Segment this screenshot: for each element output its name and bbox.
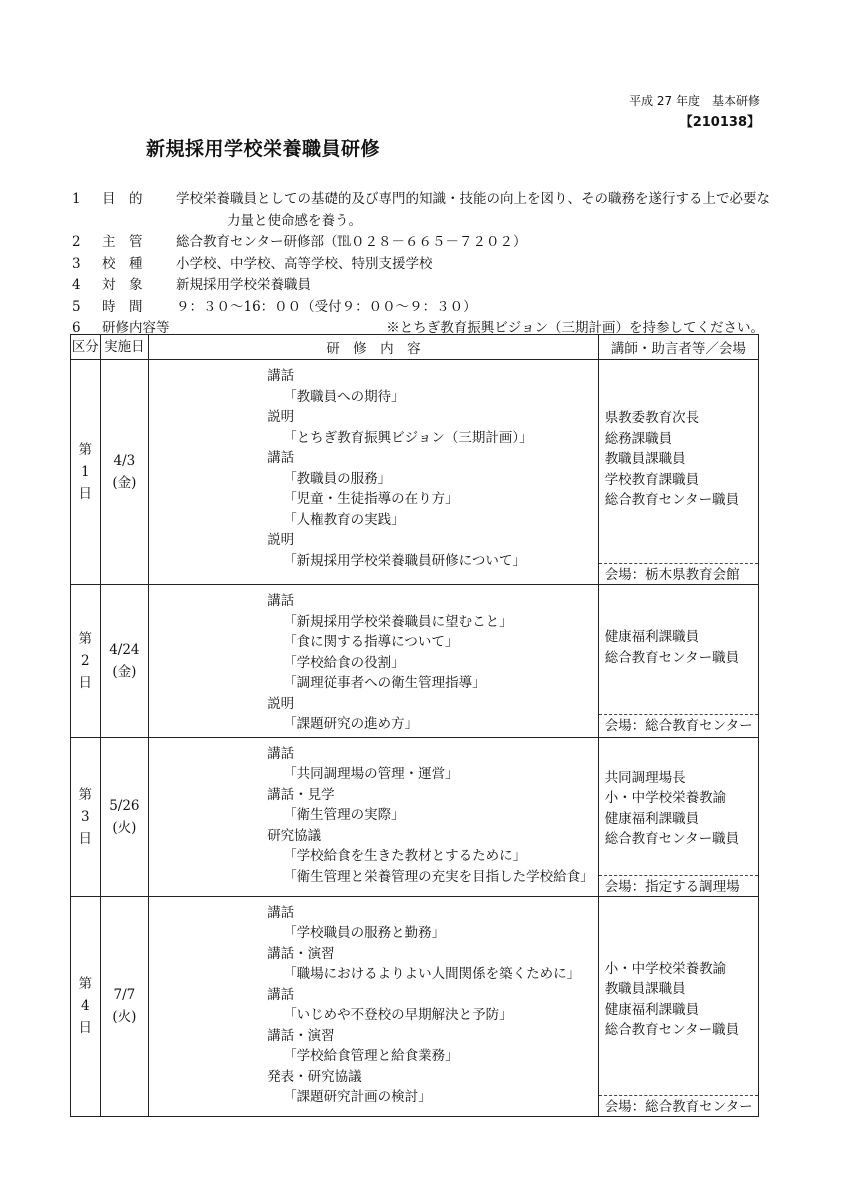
- info-value: 小学校、中学校、高等学校、特別支援学校: [176, 255, 433, 272]
- day-label-char: 4: [80, 998, 90, 1014]
- content-type: 研究協議: [267, 827, 322, 844]
- lecturer-item: 県教委教育次長: [604, 410, 700, 426]
- content-topic: 「調理従事者への衛生管理指導」: [283, 675, 486, 691]
- content-topic: 「学校職員の服務と勤務」: [283, 925, 446, 941]
- content-topic: 「衛生管理の実際」: [283, 807, 405, 823]
- content-topic: 「学校給食を生きた教材とするために」: [283, 848, 527, 864]
- lecturer-item: 総合教育センター職員: [604, 649, 740, 666]
- lecturer-item: 教職員課職員: [604, 981, 686, 997]
- content-topic: 「児童・生徒指導の在り方」: [283, 491, 459, 507]
- lecturer-item: 総合教育センター職員: [604, 1022, 740, 1038]
- info-key: 時 間: [102, 298, 143, 315]
- day-label-char: 日: [78, 830, 93, 847]
- session-content: [149, 737, 599, 896]
- content-type: 講話: [267, 986, 295, 1003]
- lecturer-item: 小・中学校栄養教諭: [604, 790, 727, 806]
- content-topic: 「とちぎ教育振興ビジョン（三期計画）」: [283, 429, 533, 446]
- content-topic: 「課題研究計画の検討」: [283, 1089, 432, 1105]
- content-type: 講話: [267, 450, 295, 466]
- content-type: 説明: [267, 532, 295, 548]
- venue: 会場：指定する調理場: [599, 875, 758, 896]
- session-content: [149, 585, 599, 738]
- col-header-date: 実施日: [100, 335, 149, 360]
- info-row-time: [72, 297, 772, 319]
- session-lecturers: [598, 585, 758, 738]
- content-topic: 「教職員への期待」: [283, 388, 405, 405]
- info-number: 1: [72, 191, 81, 207]
- col-header-kubun: 区分: [71, 335, 101, 360]
- content-type: 講話: [267, 368, 295, 384]
- info-key: 対 象: [102, 277, 143, 293]
- session-lecturers: [598, 896, 758, 1116]
- content-type: 説明: [267, 695, 295, 712]
- day-of-week: (金): [112, 475, 137, 491]
- table-row: [71, 585, 759, 738]
- bring-vision-note: ※とちぎ教育振興ビジョン（三期計画）を持参してください。: [386, 320, 764, 336]
- session-date: [100, 585, 149, 738]
- page-title: 新規採用学校栄養職員研修: [146, 138, 381, 160]
- session-date: [100, 737, 149, 896]
- day-label-char: 3: [80, 808, 90, 825]
- day-label-char: 日: [78, 674, 93, 691]
- content-topic: 「共同調理場の管理・運営」: [283, 766, 459, 782]
- content-topic: 「新規採用学校栄養職員に望むこと」: [283, 613, 513, 630]
- day-label: [71, 585, 101, 738]
- lecturer-item: 総合教育センター職員: [604, 492, 740, 508]
- content-type: 講話・演習: [267, 945, 335, 962]
- lecturer-item: 総務課職員: [604, 430, 673, 447]
- day-label-char: 第: [78, 630, 93, 647]
- session-content: [149, 896, 599, 1116]
- content-topic: 「学校給食管理と給食業務」: [283, 1048, 459, 1064]
- info-key: 研修内容等: [102, 320, 170, 336]
- info-row-school-type: [72, 254, 772, 276]
- day-label-char: 第: [78, 786, 93, 803]
- day-label-char: 第: [78, 976, 93, 992]
- info-number: 3: [72, 255, 81, 272]
- day-label-char: 日: [78, 486, 93, 502]
- content-type: 説明: [267, 409, 295, 425]
- lecturer-item: 健康福利課職員: [604, 1001, 700, 1018]
- session-content: [149, 360, 599, 585]
- content-type: 発表・研究協議: [267, 1068, 362, 1085]
- table-row: [71, 896, 759, 1116]
- content-topic: 「教職員の服務」: [283, 470, 392, 487]
- col-header-lecturer: 講師・助言者等／会場: [598, 335, 758, 360]
- day-label-char: 第: [78, 442, 93, 458]
- content-topic: 「課題研究の進め方」: [283, 716, 419, 732]
- info-value: 新規採用学校栄養職員: [176, 277, 311, 293]
- venue: 会場：総合教育センター: [599, 714, 758, 735]
- session-date: [100, 360, 149, 585]
- info-number: 2: [72, 234, 81, 250]
- content-topic: 「いじめや不登校の早期解決と予防」: [283, 1007, 513, 1023]
- date-value: 5/26: [109, 797, 140, 814]
- content-type: 講話: [267, 745, 295, 762]
- table-row: [71, 737, 759, 896]
- content-type: 講話: [267, 593, 295, 609]
- session-date: [100, 896, 149, 1116]
- lecturer-item: 教職員課職員: [604, 451, 686, 467]
- content-topic: 「学校給食の役割」: [283, 654, 405, 671]
- content-topic: 「人権教育の実践」: [283, 511, 405, 528]
- date-value: 7/7: [113, 987, 136, 1003]
- course-type: 平成 27 年度 基本研修: [629, 94, 760, 108]
- content-topic: 「食に関する指導について」: [283, 634, 459, 650]
- date-value: 4/3: [113, 453, 136, 469]
- info-row-target: [72, 275, 772, 297]
- day-label-char: 1: [80, 464, 90, 480]
- info-number: 5: [72, 298, 81, 315]
- info-number: 6: [72, 320, 81, 336]
- lecturer-item: 健康福利課職員: [604, 629, 700, 645]
- info-number: 4: [72, 277, 81, 293]
- content-topic: 「職場におけるよりよい人間関係を築くために」: [283, 966, 581, 982]
- day-of-week: (金): [112, 663, 137, 680]
- info-value: 総合教育センター研修部（℡０２８－６６５－７２０２）: [176, 234, 527, 250]
- info-value: 学校栄養職員としての基礎的及び専門的知識・技能の向上を図り、その職務を遂行する上で必要な: [176, 191, 770, 207]
- info-row-purpose: [72, 189, 772, 211]
- info-key: 目 的: [102, 191, 143, 207]
- day-label: [71, 360, 101, 585]
- info-key: 校 種: [102, 255, 143, 272]
- lecturer-item: 健康福利課職員: [604, 810, 700, 827]
- lecturer-item: 小・中学校栄養教諭: [604, 960, 727, 977]
- day-label: [71, 896, 101, 1116]
- day-label-char: 日: [78, 1020, 93, 1036]
- day-of-week: (火): [112, 1009, 137, 1025]
- day-label: [71, 737, 101, 896]
- session-lecturers: [598, 360, 758, 585]
- lecturer-item: 総合教育センター職員: [604, 831, 740, 847]
- session-lecturers: [598, 737, 758, 896]
- course-code: 【210138】: [679, 115, 760, 130]
- day-of-week: (火): [112, 819, 137, 836]
- info-row-purpose-cont: 力量と使命感を養う。: [227, 212, 362, 229]
- content-topic: 「新規採用学校栄養職員研修について」: [283, 552, 526, 569]
- venue: 会場：栃木県教育会館: [599, 563, 758, 584]
- day-label-char: 2: [80, 652, 90, 669]
- content-type: 講話: [267, 904, 295, 921]
- schedule-table: [70, 334, 759, 1117]
- content-topic: 「衛生管理と栄養管理の充実を目指した学校給食」: [283, 868, 594, 885]
- lecturer-item: 学校教育課職員: [604, 471, 700, 488]
- info-key: 主 管: [102, 234, 143, 250]
- course-info: [72, 189, 772, 340]
- venue: 会場：総合教育センター: [599, 1095, 758, 1116]
- content-type: 講話・演習: [267, 1027, 335, 1044]
- date-value: 4/24: [109, 641, 140, 658]
- col-header-content: 研 修 内 容: [149, 335, 599, 360]
- table-header-row: [71, 335, 759, 360]
- lecturer-item: 共同調理場長: [604, 769, 686, 786]
- info-row-manager: [72, 232, 772, 254]
- table-row: [71, 360, 759, 585]
- info-value: ９：３０～16：００（受付９：００～９：３０）: [176, 298, 477, 315]
- content-type: 講話・見学: [267, 786, 335, 803]
